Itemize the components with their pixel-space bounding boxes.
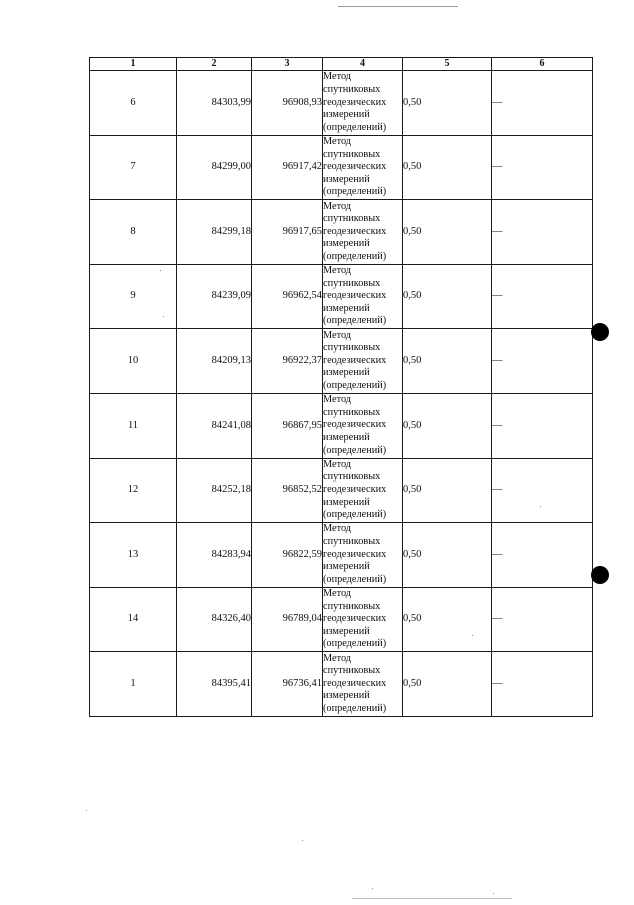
error-cell: 0,50 [403, 523, 492, 588]
table-row [90, 200, 593, 265]
header-col-4: 4 [323, 58, 403, 71]
x-coordinate-cell: 84209,13 [177, 329, 252, 394]
y-coordinate-cell: 96852,52 [252, 458, 323, 523]
error-cell: 0,50 [403, 393, 492, 458]
x-coordinate-cell: 84395,41 [177, 652, 252, 717]
y-coordinate-cell: 96822,59 [252, 523, 323, 588]
scan-speck [86, 810, 87, 811]
x-coordinate-cell: 84299,18 [177, 200, 252, 265]
table-row [90, 458, 593, 523]
header-col-1: 1 [90, 58, 177, 71]
description-cell: — [492, 71, 593, 136]
scan-speck [163, 316, 164, 317]
top-rule [338, 6, 458, 7]
y-coordinate-cell: 96789,04 [252, 587, 323, 652]
scan-speck [302, 840, 303, 841]
scan-speck [372, 888, 373, 889]
y-coordinate-cell: 96736,41 [252, 652, 323, 717]
x-coordinate-cell: 84283,94 [177, 523, 252, 588]
method-cell: Метод спутниковых геодезических измерений (определений) [323, 587, 403, 652]
scan-speck [160, 270, 161, 271]
table-row [90, 523, 593, 588]
description-cell: — [492, 135, 593, 200]
point-number-cell: 8 [90, 200, 177, 265]
error-cell: 0,50 [403, 71, 492, 136]
x-coordinate-cell: 84252,18 [177, 458, 252, 523]
table-row [90, 329, 593, 394]
method-cell: Метод спутниковых геодезических измерений (определений) [323, 458, 403, 523]
error-cell: 0,50 [403, 264, 492, 329]
point-number-cell: 9 [90, 264, 177, 329]
method-cell: Метод спутниковых геодезических измерений (определений) [323, 329, 403, 394]
x-coordinate-cell: 84241,08 [177, 393, 252, 458]
table-row [90, 264, 593, 329]
x-coordinate-cell: 84239,09 [177, 264, 252, 329]
header-col-6: 6 [492, 58, 593, 71]
error-cell: 0,50 [403, 135, 492, 200]
coordinates-table [89, 57, 593, 717]
point-number-cell: 12 [90, 458, 177, 523]
header-col-5: 5 [403, 58, 492, 71]
method-cell: Метод спутниковых геодезических измерений (определений) [323, 523, 403, 588]
point-number-cell: 14 [90, 587, 177, 652]
error-cell: 0,50 [403, 329, 492, 394]
description-cell: — [492, 200, 593, 265]
point-number-cell: 11 [90, 393, 177, 458]
scan-speck [472, 635, 473, 636]
point-number-cell: 6 [90, 71, 177, 136]
x-coordinate-cell: 84326,40 [177, 587, 252, 652]
error-cell: 0,50 [403, 652, 492, 717]
method-cell: Метод спутниковых геодезических измерений (определений) [323, 393, 403, 458]
description-cell: — [492, 329, 593, 394]
punch-hole-upper [591, 323, 609, 341]
point-number-cell: 1 [90, 652, 177, 717]
error-cell: 0,50 [403, 200, 492, 265]
method-cell: Метод спутниковых геодезических измерений (определений) [323, 652, 403, 717]
y-coordinate-cell: 96867,95 [252, 393, 323, 458]
table-row [90, 71, 593, 136]
method-cell: Метод спутниковых геодезических измерений (определений) [323, 71, 403, 136]
x-coordinate-cell: 84303,99 [177, 71, 252, 136]
point-number-cell: 10 [90, 329, 177, 394]
scan-speck [540, 506, 541, 507]
method-cell: Метод спутниковых геодезических измерений (определений) [323, 135, 403, 200]
method-cell: Метод спутниковых геодезических измерений (определений) [323, 264, 403, 329]
y-coordinate-cell: 96908,93 [252, 71, 323, 136]
x-coordinate-cell: 84299,00 [177, 135, 252, 200]
description-cell: — [492, 652, 593, 717]
header-col-2: 2 [177, 58, 252, 71]
description-cell: — [492, 264, 593, 329]
y-coordinate-cell: 96962,54 [252, 264, 323, 329]
scan-speck [493, 893, 494, 894]
point-number-cell: 13 [90, 523, 177, 588]
description-cell: — [492, 458, 593, 523]
table-row [90, 587, 593, 652]
bottom-rule [352, 898, 512, 899]
y-coordinate-cell: 96917,42 [252, 135, 323, 200]
method-cell: Метод спутниковых геодезических измерений (определений) [323, 200, 403, 265]
description-cell: — [492, 393, 593, 458]
error-cell: 0,50 [403, 587, 492, 652]
header-col-3: 3 [252, 58, 323, 71]
header-row [90, 58, 593, 71]
y-coordinate-cell: 96922,37 [252, 329, 323, 394]
point-number-cell: 7 [90, 135, 177, 200]
description-cell: — [492, 587, 593, 652]
table-row [90, 393, 593, 458]
error-cell: 0,50 [403, 458, 492, 523]
description-cell: — [492, 523, 593, 588]
y-coordinate-cell: 96917,65 [252, 200, 323, 265]
punch-hole-lower [591, 566, 609, 584]
table-row [90, 652, 593, 717]
table-row [90, 135, 593, 200]
